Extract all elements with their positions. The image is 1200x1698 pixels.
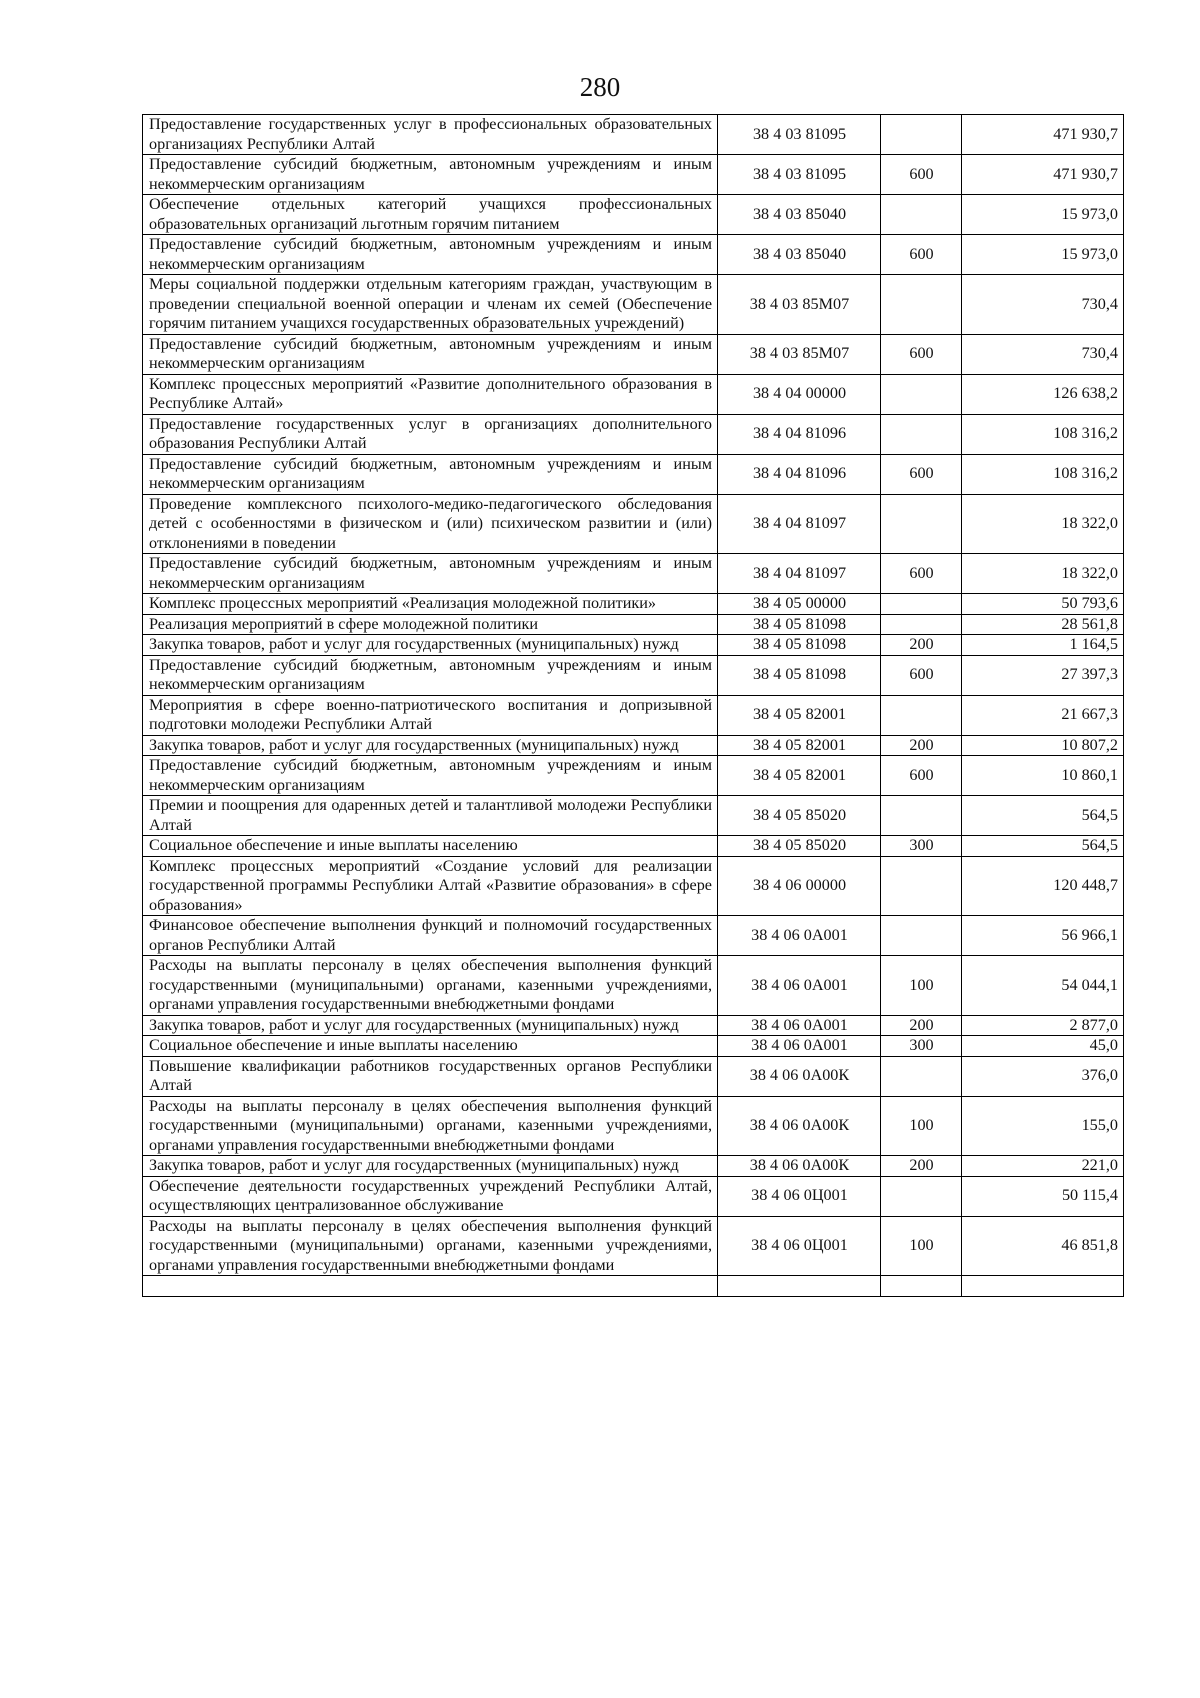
row-name-cell: Предоставление субсидий бюджетным, автономным учреждениям и иным некоммерческим организациям [143,756,718,796]
row-type-cell: 200 [881,1015,962,1036]
table-row [143,796,1124,836]
row-code-cell: 38 4 03 81095 [718,115,881,155]
row-name-cell: Социальное обеспечение и иные выплаты населению [143,836,718,857]
row-code-cell: 38 4 04 81096 [718,414,881,454]
table-row [143,856,1124,916]
row-amount-cell: 730,4 [962,334,1124,374]
row-name-cell: Обеспечение отдельных категорий учащихся профессиональных образовательных организаций льготным горячим питанием [143,195,718,235]
table-row [143,115,1124,155]
row-name-cell: Мероприятия в сфере военно-патриотического воспитания и допризывной подготовки молодежи Республики Алтай [143,695,718,735]
row-amount-cell: 56 966,1 [962,916,1124,956]
row-type-cell [881,695,962,735]
table-row [143,655,1124,695]
table-row [143,374,1124,414]
budget-table [142,114,1124,1297]
row-type-cell: 100 [881,956,962,1016]
row-code-cell: 38 4 04 81097 [718,494,881,554]
table-row [143,1056,1124,1096]
row-name-cell: Финансовое обеспечение выполнения функций и полномочий государственных органов Республики Алтай [143,916,718,956]
row-name-cell: Закупка товаров, работ и услуг для государственных (муниципальных) нужд [143,1156,718,1177]
row-amount-cell: 221,0 [962,1156,1124,1177]
row-type-cell [881,796,962,836]
row-amount-cell: 108 316,2 [962,454,1124,494]
row-code-cell: 38 4 04 00000 [718,374,881,414]
row-name-cell: Закупка товаров, работ и услуг для государственных (муниципальных) нужд [143,635,718,656]
table-row [143,414,1124,454]
row-code-cell: 38 4 05 82001 [718,735,881,756]
row-name-cell: Реализация мероприятий в сфере молодежной политики [143,614,718,635]
row-code-cell: 38 4 03 85040 [718,235,881,275]
row-type-cell: 200 [881,735,962,756]
row-amount-cell: 50 793,6 [962,594,1124,615]
row-code-cell: 38 4 03 85040 [718,195,881,235]
row-code-cell: 38 4 06 0А001 [718,1036,881,1057]
row-code-cell: 38 4 04 81096 [718,454,881,494]
table-row [143,916,1124,956]
table-row [143,594,1124,615]
row-name-cell: Предоставление субсидий бюджетным, автономным учреждениям и иным некоммерческим организациям [143,155,718,195]
row-amount-cell: 46 851,8 [962,1216,1124,1276]
row-code-cell: 38 4 05 00000 [718,594,881,615]
row-type-cell: 600 [881,155,962,195]
row-amount-cell: 155,0 [962,1096,1124,1156]
row-code-cell: 38 4 05 82001 [718,756,881,796]
row-type-cell: 300 [881,836,962,857]
row-type-cell: 200 [881,635,962,656]
table-row [143,235,1124,275]
empty-cell [962,1276,1124,1297]
row-type-cell: 100 [881,1096,962,1156]
table-row [143,334,1124,374]
row-type-cell [881,374,962,414]
row-amount-cell: 564,5 [962,796,1124,836]
row-amount-cell: 54 044,1 [962,956,1124,1016]
row-type-cell: 600 [881,334,962,374]
row-type-cell [881,614,962,635]
row-amount-cell: 15 973,0 [962,195,1124,235]
table-row [143,1216,1124,1276]
row-type-cell [881,594,962,615]
row-amount-cell: 18 322,0 [962,494,1124,554]
row-type-cell: 600 [881,554,962,594]
row-name-cell: Комплекс процессных мероприятий «Создание условий для реализации государственной программы Республики Алтай «Развитие образования» в сфере образования» [143,856,718,916]
table-row [143,956,1124,1016]
row-name-cell: Предоставление субсидий бюджетным, автономным учреждениям и иным некоммерческим организациям [143,454,718,494]
row-type-cell [881,115,962,155]
row-name-cell: Предоставление государственных услуг в профессиональных образовательных организациях Республики Алтай [143,115,718,155]
row-name-cell: Расходы на выплаты персоналу в целях обеспечения выполнения функций государственными (муниципальными) органами, казенными учреждениями, органами управления государственными внебюджетными фондами [143,1216,718,1276]
row-code-cell: 38 4 06 0Ц001 [718,1216,881,1276]
row-code-cell: 38 4 06 0А001 [718,916,881,956]
row-name-cell: Проведение комплексного психолого-медико-педагогического обследования детей с особенностями в физическом и (или) психическом развитии и (или) отклонениями в поведении [143,494,718,554]
row-amount-cell: 10 807,2 [962,735,1124,756]
table-row [143,275,1124,335]
table-row [143,494,1124,554]
row-type-cell [881,1176,962,1216]
row-type-cell: 100 [881,1216,962,1276]
row-amount-cell: 126 638,2 [962,374,1124,414]
table-row [143,635,1124,656]
row-type-cell: 300 [881,1036,962,1057]
row-type-cell [881,275,962,335]
row-name-cell: Расходы на выплаты персоналу в целях обеспечения выполнения функций государственными (муниципальными) органами, казенными учреждениями, органами управления государственными внебюджетными фондами [143,956,718,1016]
row-code-cell: 38 4 03 85М07 [718,275,881,335]
row-name-cell: Обеспечение деятельности государственных учреждений Республики Алтай, осуществляющих централизованное обслуживание [143,1176,718,1216]
row-name-cell: Премии и поощрения для одаренных детей и талантливой молодежи Республики Алтай [143,796,718,836]
row-amount-cell: 28 561,8 [962,614,1124,635]
row-name-cell: Меры социальной поддержки отдельным категориям граждан, участвующим в проведении специальной военной операции и членам их семей (Обеспечение горячим питанием учащихся государственных образовательных учреждений) [143,275,718,335]
row-amount-cell: 50 115,4 [962,1176,1124,1216]
row-amount-cell: 108 316,2 [962,414,1124,454]
row-code-cell: 38 4 06 00000 [718,856,881,916]
row-amount-cell: 564,5 [962,836,1124,857]
row-type-cell: 600 [881,454,962,494]
row-name-cell: Предоставление субсидий бюджетным, автономным учреждениям и иным некоммерческим организациям [143,235,718,275]
table-row [143,735,1124,756]
table-row [143,1176,1124,1216]
row-name-cell: Закупка товаров, работ и услуг для государственных (муниципальных) нужд [143,735,718,756]
table-row [143,695,1124,735]
empty-cell [143,1276,718,1297]
row-type-cell [881,916,962,956]
row-code-cell: 38 4 06 0А00К [718,1096,881,1156]
row-type-cell [881,195,962,235]
table-row [143,155,1124,195]
row-code-cell: 38 4 06 0А00К [718,1156,881,1177]
row-amount-cell: 21 667,3 [962,695,1124,735]
table-row [143,614,1124,635]
row-amount-cell: 45,0 [962,1036,1124,1057]
table-row [143,195,1124,235]
row-code-cell: 38 4 05 85020 [718,796,881,836]
row-code-cell: 38 4 05 81098 [718,614,881,635]
row-type-cell: 600 [881,756,962,796]
row-amount-cell: 730,4 [962,275,1124,335]
row-name-cell: Повышение квалификации работников государственных органов Республики Алтай [143,1056,718,1096]
row-code-cell: 38 4 05 81098 [718,655,881,695]
row-code-cell: 38 4 05 82001 [718,695,881,735]
empty-cell [718,1276,881,1297]
table-row [143,1015,1124,1036]
row-amount-cell: 15 973,0 [962,235,1124,275]
row-name-cell: Предоставление субсидий бюджетным, автономным учреждениям и иным некоммерческим организациям [143,334,718,374]
row-name-cell: Комплекс процессных мероприятий «Реализация молодежной политики» [143,594,718,615]
row-amount-cell: 471 930,7 [962,155,1124,195]
row-name-cell: Предоставление субсидий бюджетным, автономным учреждениям и иным некоммерческим организациям [143,655,718,695]
table-row [143,756,1124,796]
row-name-cell: Закупка товаров, работ и услуг для государственных (муниципальных) нужд [143,1015,718,1036]
empty-cell [881,1276,962,1297]
row-type-cell: 200 [881,1156,962,1177]
row-type-cell [881,856,962,916]
row-code-cell: 38 4 06 0А001 [718,1015,881,1036]
row-name-cell: Расходы на выплаты персоналу в целях обеспечения выполнения функций государственными (муниципальными) органами, казенными учреждениями, органами управления государственными внебюджетными фондами [143,1096,718,1156]
row-code-cell: 38 4 04 81097 [718,554,881,594]
row-amount-cell: 471 930,7 [962,115,1124,155]
table-row [143,1096,1124,1156]
table-row-empty-tail [143,1276,1124,1297]
table-row [143,836,1124,857]
row-code-cell: 38 4 06 0А00К [718,1056,881,1096]
row-code-cell: 38 4 06 0А001 [718,956,881,1016]
row-code-cell: 38 4 05 85020 [718,836,881,857]
table-row [143,1036,1124,1057]
row-amount-cell: 10 860,1 [962,756,1124,796]
row-type-cell [881,1056,962,1096]
table-row [143,554,1124,594]
row-type-cell: 600 [881,655,962,695]
row-code-cell: 38 4 05 81098 [718,635,881,656]
row-amount-cell: 27 397,3 [962,655,1124,695]
row-name-cell: Комплекс процессных мероприятий «Развитие дополнительного образования в Республике Алтай» [143,374,718,414]
row-name-cell: Социальное обеспечение и иные выплаты населению [143,1036,718,1057]
row-amount-cell: 2 877,0 [962,1015,1124,1036]
row-name-cell: Предоставление субсидий бюджетным, автономным учреждениям и иным некоммерческим организациям [143,554,718,594]
row-amount-cell: 18 322,0 [962,554,1124,594]
row-amount-cell: 376,0 [962,1056,1124,1096]
row-amount-cell: 120 448,7 [962,856,1124,916]
row-code-cell: 38 4 03 81095 [718,155,881,195]
row-amount-cell: 1 164,5 [962,635,1124,656]
row-code-cell: 38 4 06 0Ц001 [718,1176,881,1216]
table-row [143,454,1124,494]
row-type-cell [881,494,962,554]
row-name-cell: Предоставление государственных услуг в организациях дополнительного образования Республики Алтай [143,414,718,454]
page-number: 280 [579,72,621,102]
row-type-cell: 600 [881,235,962,275]
table-row [143,1156,1124,1177]
row-type-cell [881,414,962,454]
row-code-cell: 38 4 03 85М07 [718,334,881,374]
budget-table-body [143,115,1124,1297]
